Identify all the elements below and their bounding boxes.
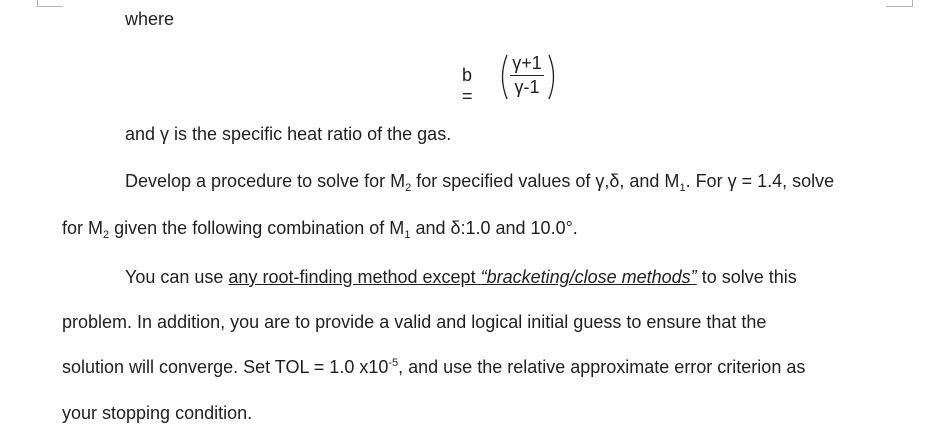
text-span: for M	[62, 218, 104, 238]
fraction-numerator: γ+1	[510, 53, 544, 76]
subscript: 2	[405, 182, 412, 194]
text-span: given the following combination of M	[109, 218, 405, 238]
fraction-denominator: γ-1	[514, 77, 540, 97]
subscript: 1	[679, 182, 686, 194]
tolerance-text	[62, 356, 805, 378]
crop-mark-right	[886, 0, 913, 7]
root-finding-link[interactable]	[228, 267, 696, 287]
equation-lhs: b =	[462, 65, 473, 106]
problem-text: problem. In addition, you are to provide a valid and logical initial guess to ensure that the	[62, 312, 767, 332]
text-span: . For γ = 1.4, solve	[685, 171, 835, 191]
gamma-definition-text: and γ is the specific heat ratio of the gas.	[125, 124, 452, 144]
link-italic-text: “bracketing/close methods”	[480, 267, 697, 287]
subscript: 1	[404, 229, 411, 241]
text-span: to solve this	[696, 267, 797, 287]
crop-mark-left	[37, 0, 63, 7]
superscript: -5	[388, 357, 399, 369]
where-text: where	[125, 9, 175, 29]
stopping-condition-text: your stopping condition.	[62, 403, 253, 423]
develop-procedure-text	[125, 170, 834, 192]
text-span: solution will converge. Set TOL = 1.0 x10	[62, 357, 389, 377]
link-text: any root-finding method except	[228, 267, 481, 287]
text-span: , and use the relative approximate error criterion as	[398, 357, 806, 377]
text-span: Develop a procedure to solve for M	[125, 171, 406, 191]
text-span: You can use	[125, 267, 229, 287]
text-span: for specified values of γ,δ, and M	[411, 171, 680, 191]
root-finding-text	[125, 266, 797, 288]
text-span: and δ:1.0 and 10.0°.	[410, 218, 578, 238]
subscript: 2	[103, 229, 110, 241]
fraction	[510, 53, 544, 98]
combination-text	[62, 217, 578, 239]
